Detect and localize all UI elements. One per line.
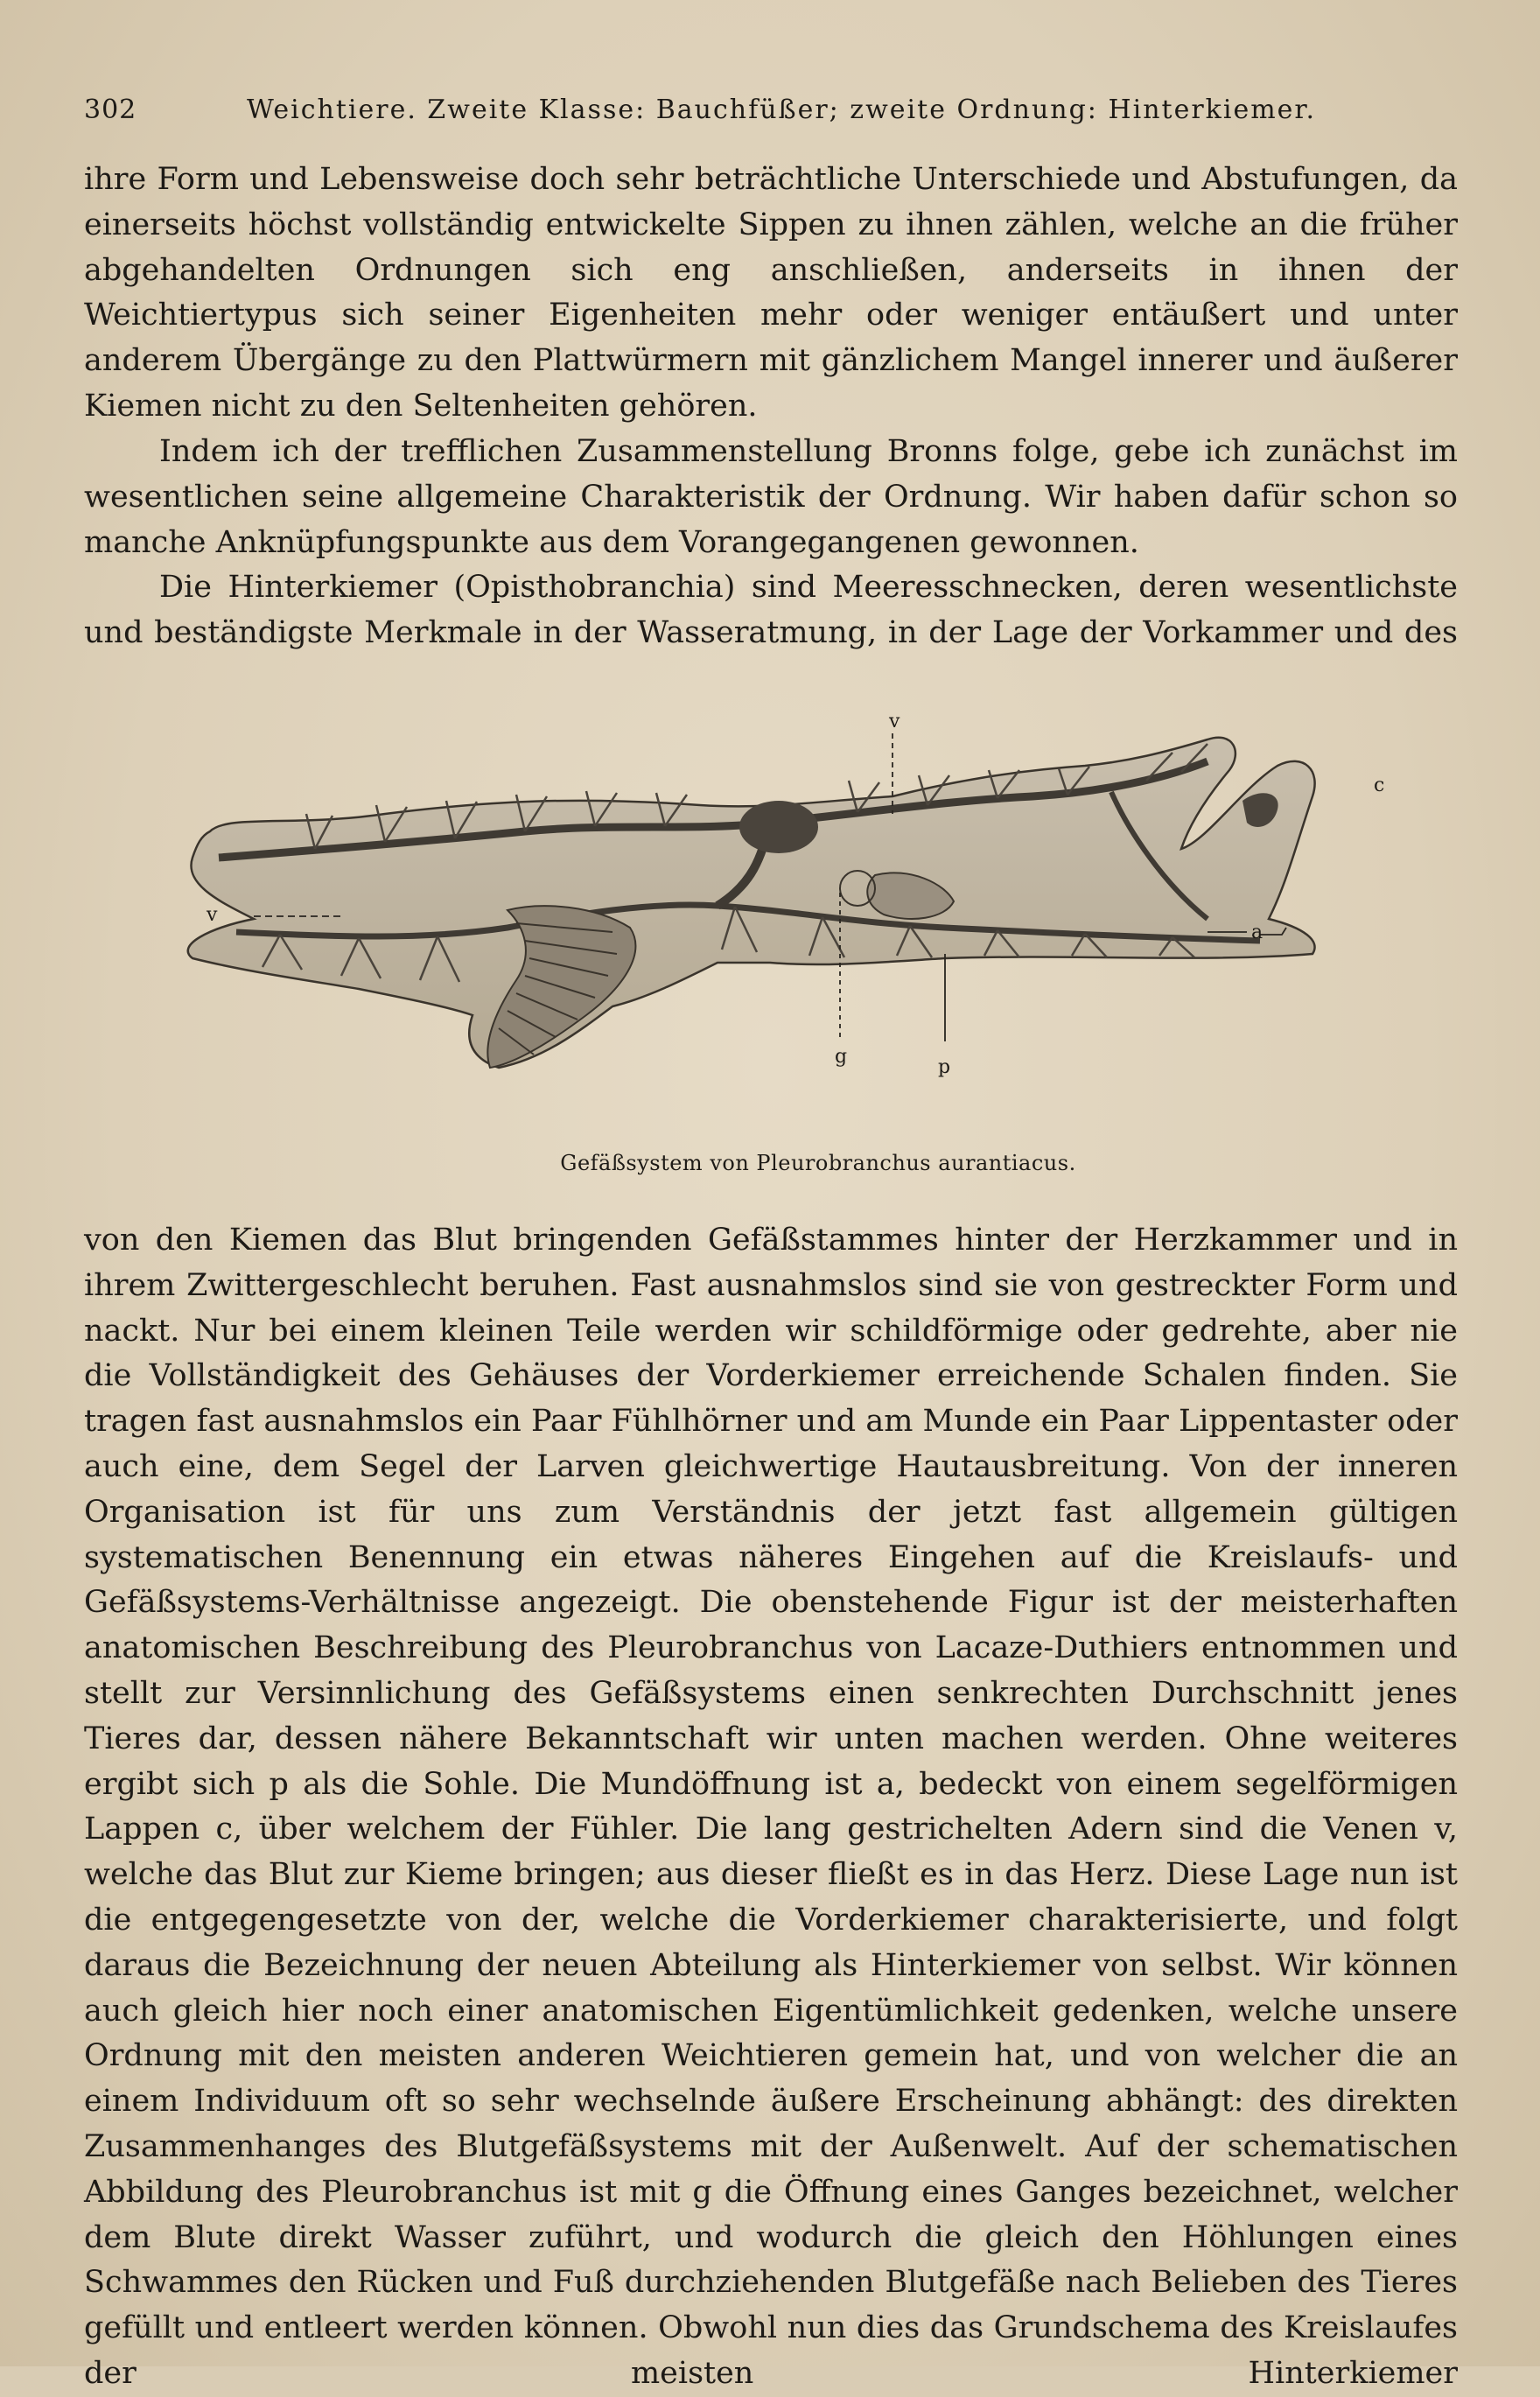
label-g: g — [835, 1046, 848, 1068]
figure-caption: Gefäßsystem von Pleurobranchus aurantiacus. — [560, 1151, 1076, 1175]
label-v-top: v — [889, 711, 900, 732]
label-a: a — [1251, 922, 1264, 943]
paragraph-2: Indem ich der trefflichen Zusammenstellung Bronns folge, gebe ich zunächst im wesentlichen seine allgemeine Charakteristik der Ordnung. Wir haben dafür schon so manche Anknüpfungspunkte aus dem Vorangegangenen gewonnen. — [84, 434, 1458, 560]
label-v-left: v — [206, 904, 218, 926]
paragraph-3: Die Hinterkiemer (Opisthobranchia) sind Meeresschnecken, deren wesentlichste und beständigste Merkmale in der Wasseratmung, in der Lage der Vorkammer und des — [84, 570, 1458, 650]
page-number: 302 — [84, 95, 137, 125]
paragraph-1: ihre Form und Lebensweise doch sehr beträchtliche Unterschiede und Abstufungen, da einerseits höchst vollständig entwickelte Sippen zu ihnen zählen, welche an die früher abgehandelten Ordnungen sich eng anschließen, anderseits in ihnen der Weichtiertypus sich seiner Eigenheiten mehr oder weniger entäußert und unter anderem Übergänge zu den Plattwürmern mit gänzlichem Mangel innerer und äußerer Kiemen nicht zu den Seltenheiten gehören. — [84, 162, 1458, 424]
label-c: c — [1374, 774, 1385, 796]
running-header — [84, 95, 1458, 130]
label-p: p — [938, 1056, 951, 1078]
paragraph-4: von den Kiemen das Blut bringenden Gefäßstammes hinter der Herzkammer und in ihrem Zwittergeschlecht beruhen. Fast ausnahmslos sind sie von gestreckter Form und nackt. Nur bei einem kleinen Teile werden wir schildförmige oder gedrehte, aber nie die Vollständigkeit des Gehäuses der Vorderkiemer erreichende Schalen finden. Sie tragen fast ausnahmslos ein Paar Fühlhörner und am Munde ein Paar Lippentaster oder auch eine, dem Segel der Larven gleichwertige Hautausbreitung. Von der inneren Organisation ist für uns zum Verständnis der jetzt fast allgemein gültigen systematischen Benennung ein etwas näheres Eingehen auf die Kreislaufs- und Gefäßsystems-Verhältnisse angezeigt. Die obenstehende Figur ist der meisterhaften anatomischen Beschreibung des Pleurobranchus von Lacaze-Duthiers entnommen und stellt zur Versinnlichung des Gefäßsystems einen senkrechten Durchschnitt jenes Tieres dar, dessen nähere Bekanntschaft wir unten machen werden. Ohne weiteres ergibt sich p als die Sohle. Die Mundöffnung ist a, bedeckt von einem segelförmigen Lappen c, über welchem der Fühler. Die lang gestrichelten Adern sind die Venen v, welche das Blut zur Kieme bringen; aus dieser fließt es in das Herz. Diese Lage nun ist die entgegengesetzte von der, welche die Vorderkiemer charakterisierte, und folgt daraus die Bezeichnung der neuen Abteilung als Hinterkiemer von selbst. Wir können auch gleich hier noch einer anatomischen Eigentümlichkeit gedenken, welche unsere Ordnung mit den meisten anderen Weichtieren gemein hat, und von welcher die an einem Individuum oft so sehr wechselnde äußere Erscheinung abhängt: des direkten Zusammenhanges des Blutgefäßsystems mit der Außenwelt. Auf der schematischen Abbildung des Pleurobranchus ist mit g die Öffnung eines Ganges bezeichnet, welcher dem Blute direkt Wasser zuführt, und wodurch die gleich den Höhlungen eines Schwammes den Rücken und Fuß durchziehenden Blutgefäße nach Belieben des Tieres gefüllt und entleert werden können. Obwohl nun dies das Grundschema des Kreislaufes der meisten Hinterkiemer — [84, 1223, 1458, 2391]
anatomical-figure — [158, 711, 1452, 1173]
running-title: Weichtiere. Zweite Klasse: Bauchfüßer; zweite Ordnung: Hinterkiemer. — [247, 95, 1316, 125]
